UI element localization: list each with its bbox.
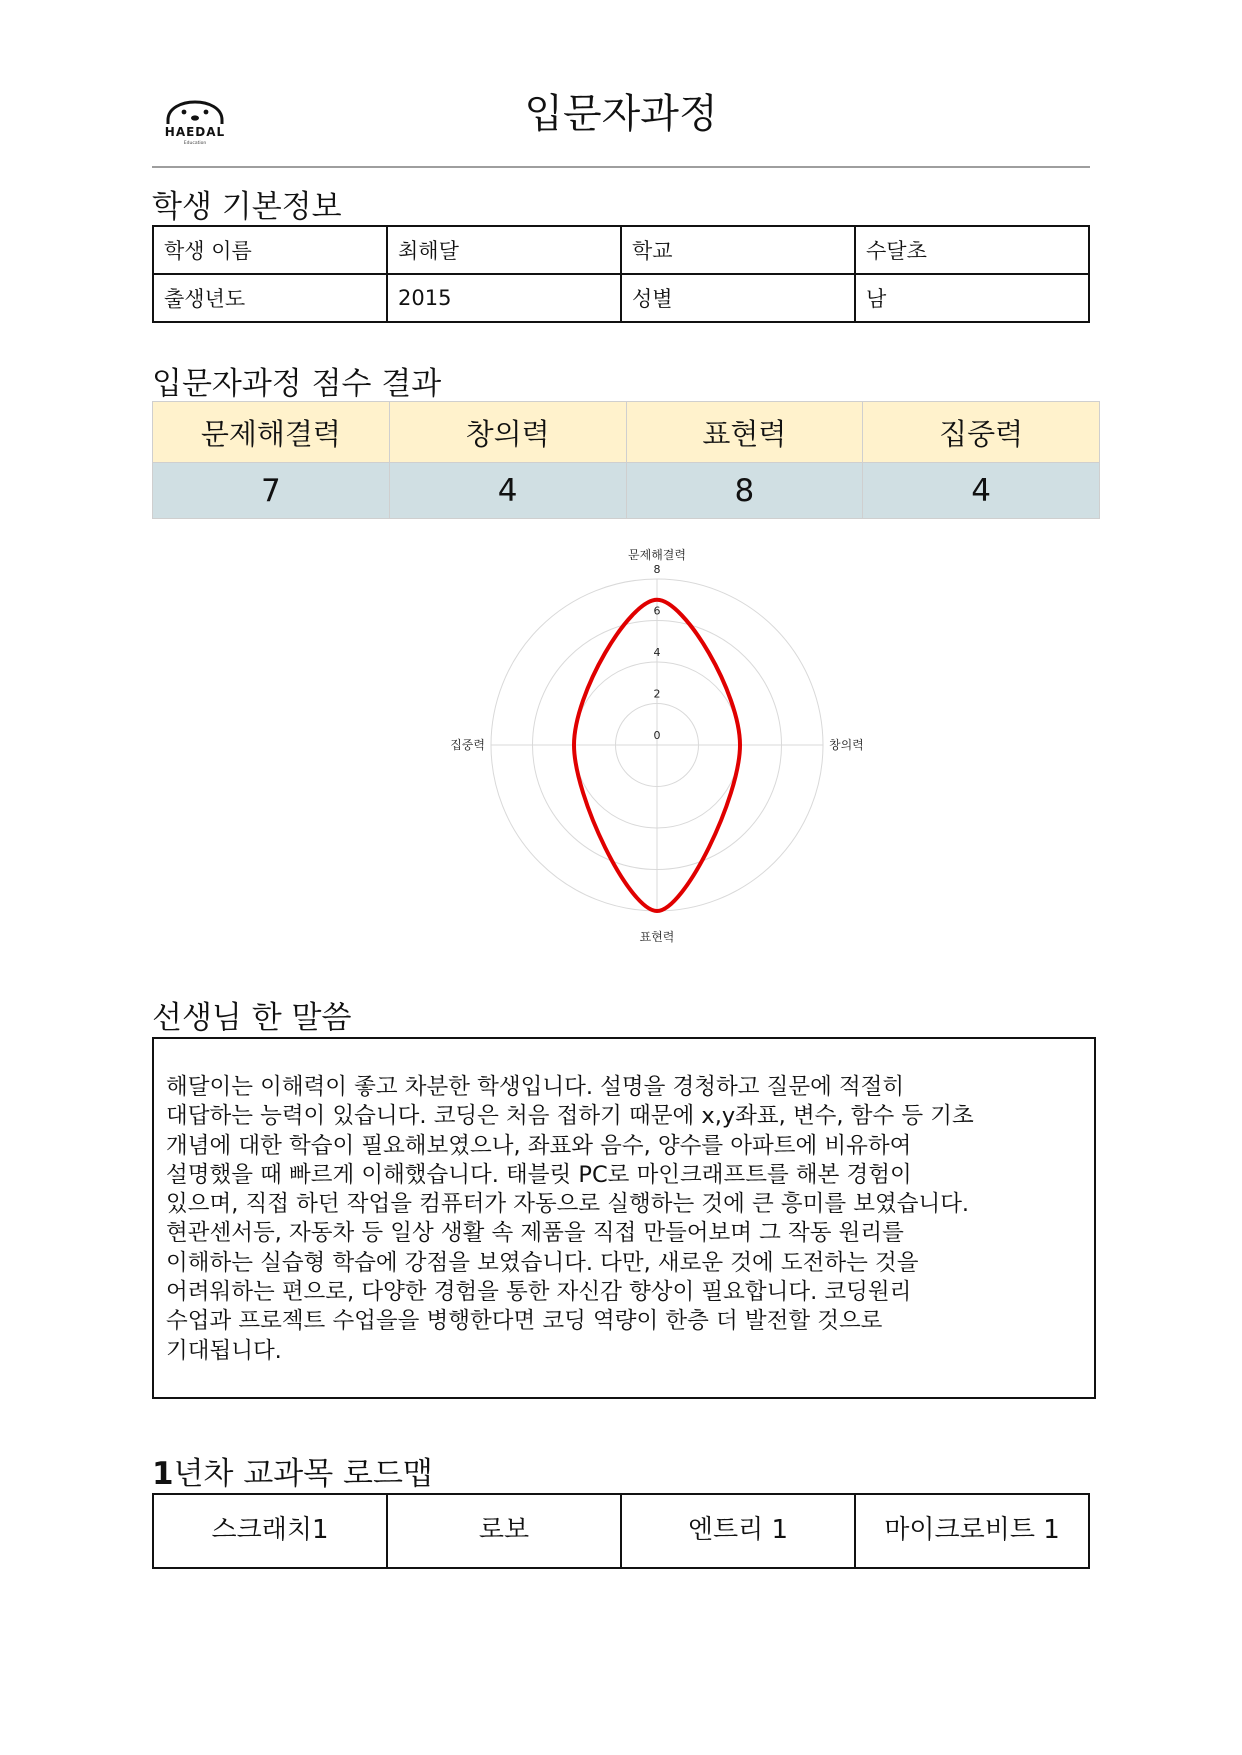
header-divider — [152, 166, 1090, 168]
score-header: 표현력 — [626, 402, 863, 463]
roadmap-item: 스크래치1 — [153, 1494, 387, 1568]
radar-tick-label: 8 — [653, 563, 661, 576]
comment-text: 해달이는 이해력이 좋고 차분한 학생입니다. 설명을 경청하고 질문에 적절히 대답하는 능력이 있습니다. 코딩은 처음 접하기 때문에 x,y좌표, 변수, 함수 등 기초 개념에 대한 학습이 필요해보였으나, 좌표와 음수, 양수를 아파트에 비유하여 설명했을 때 빠르게 이해했습니다. 태블릿 PC로 마인크래프트를 해본 경험이 있으며, 직접 하던 작업을 컴퓨터가 자동으로 실행하는 것에 큰 흥미를 보였습니다. 현관센서등, 자동차 등 일상 생활 속 제품을 직접 만들어보며 그 작동 원리를 이해하는 실습형 학습에 강점을 보였습니다. 다만, 새로운 것에 도전하는 것을 어려워하는 편으로, 다양한 경험을 통한 자신감 향상이 필요합니다. 코딩원리 수업과 프로젝트 수업을을 병행한다면 코딩 역량이 한층 더 발전할 것으로 기대됩니다. — [166, 1074, 974, 1364]
radar-axis-label: 표현력 — [639, 930, 675, 944]
radar-axis-label: 문제해결력 — [628, 548, 686, 562]
value-birth-year: 2015 — [387, 274, 621, 322]
label-birth-year: 출생년도 — [153, 274, 387, 322]
roadmap-title-text: 년차 교과목 로드맵 — [173, 1456, 433, 1492]
score-section-title: 입문자과정 점수 결과 — [152, 366, 442, 402]
label-name: 학생 이름 — [153, 226, 387, 274]
student-info-title: 학생 기본정보 — [152, 189, 342, 225]
roadmap-item: 마이크로비트 1 — [855, 1494, 1089, 1568]
page-title: 입문자과정 — [524, 91, 718, 137]
roadmap-title-year: 1 — [152, 1456, 174, 1492]
value-gender: 남 — [855, 274, 1089, 322]
comment-section-title: 선생님 한 말씀 — [152, 1000, 352, 1036]
logo-text: HAEDAL — [164, 125, 226, 139]
radar-tick-label: 2 — [653, 687, 661, 701]
score-header: 집중력 — [863, 402, 1100, 463]
roadmap-item: 엔트리 1 — [621, 1494, 855, 1568]
roadmap-title — [152, 1448, 433, 1493]
radar-data-point — [656, 598, 659, 601]
radar-tick-label: 4 — [653, 646, 661, 659]
comment-box — [152, 1037, 1096, 1399]
score-header: 문제해결력 — [153, 402, 390, 463]
score-value-row — [153, 463, 1100, 519]
radar-data-point — [739, 744, 742, 747]
label-gender: 성별 — [621, 274, 855, 322]
logo-subtext: Education — [183, 141, 207, 146]
score-header-row — [153, 402, 1100, 463]
roadmap-table — [152, 1493, 1090, 1569]
value-school: 수달초 — [855, 226, 1089, 274]
radar-tick-label: 6 — [653, 604, 661, 618]
score-value: 4 — [389, 463, 626, 519]
score-header: 창의력 — [389, 402, 626, 463]
radar-chart — [440, 545, 900, 965]
table-row — [153, 1494, 1089, 1568]
table-row — [153, 226, 1089, 274]
radar-data-point — [656, 910, 659, 913]
score-value: 4 — [863, 463, 1100, 519]
label-school: 학교 — [621, 226, 855, 274]
radar-axis-label: 집중력 — [450, 738, 485, 752]
radar-data-point — [573, 744, 576, 747]
score-value: 8 — [626, 463, 863, 519]
roadmap-item: 로보 — [387, 1494, 621, 1568]
radar-tick-label: 0 — [653, 729, 661, 742]
radar-axis-label: 창의력 — [829, 738, 864, 752]
value-name: 최해달 — [387, 226, 621, 274]
score-table — [152, 401, 1100, 519]
student-info-table — [152, 225, 1090, 323]
table-row — [153, 274, 1089, 322]
score-value: 7 — [153, 463, 390, 519]
